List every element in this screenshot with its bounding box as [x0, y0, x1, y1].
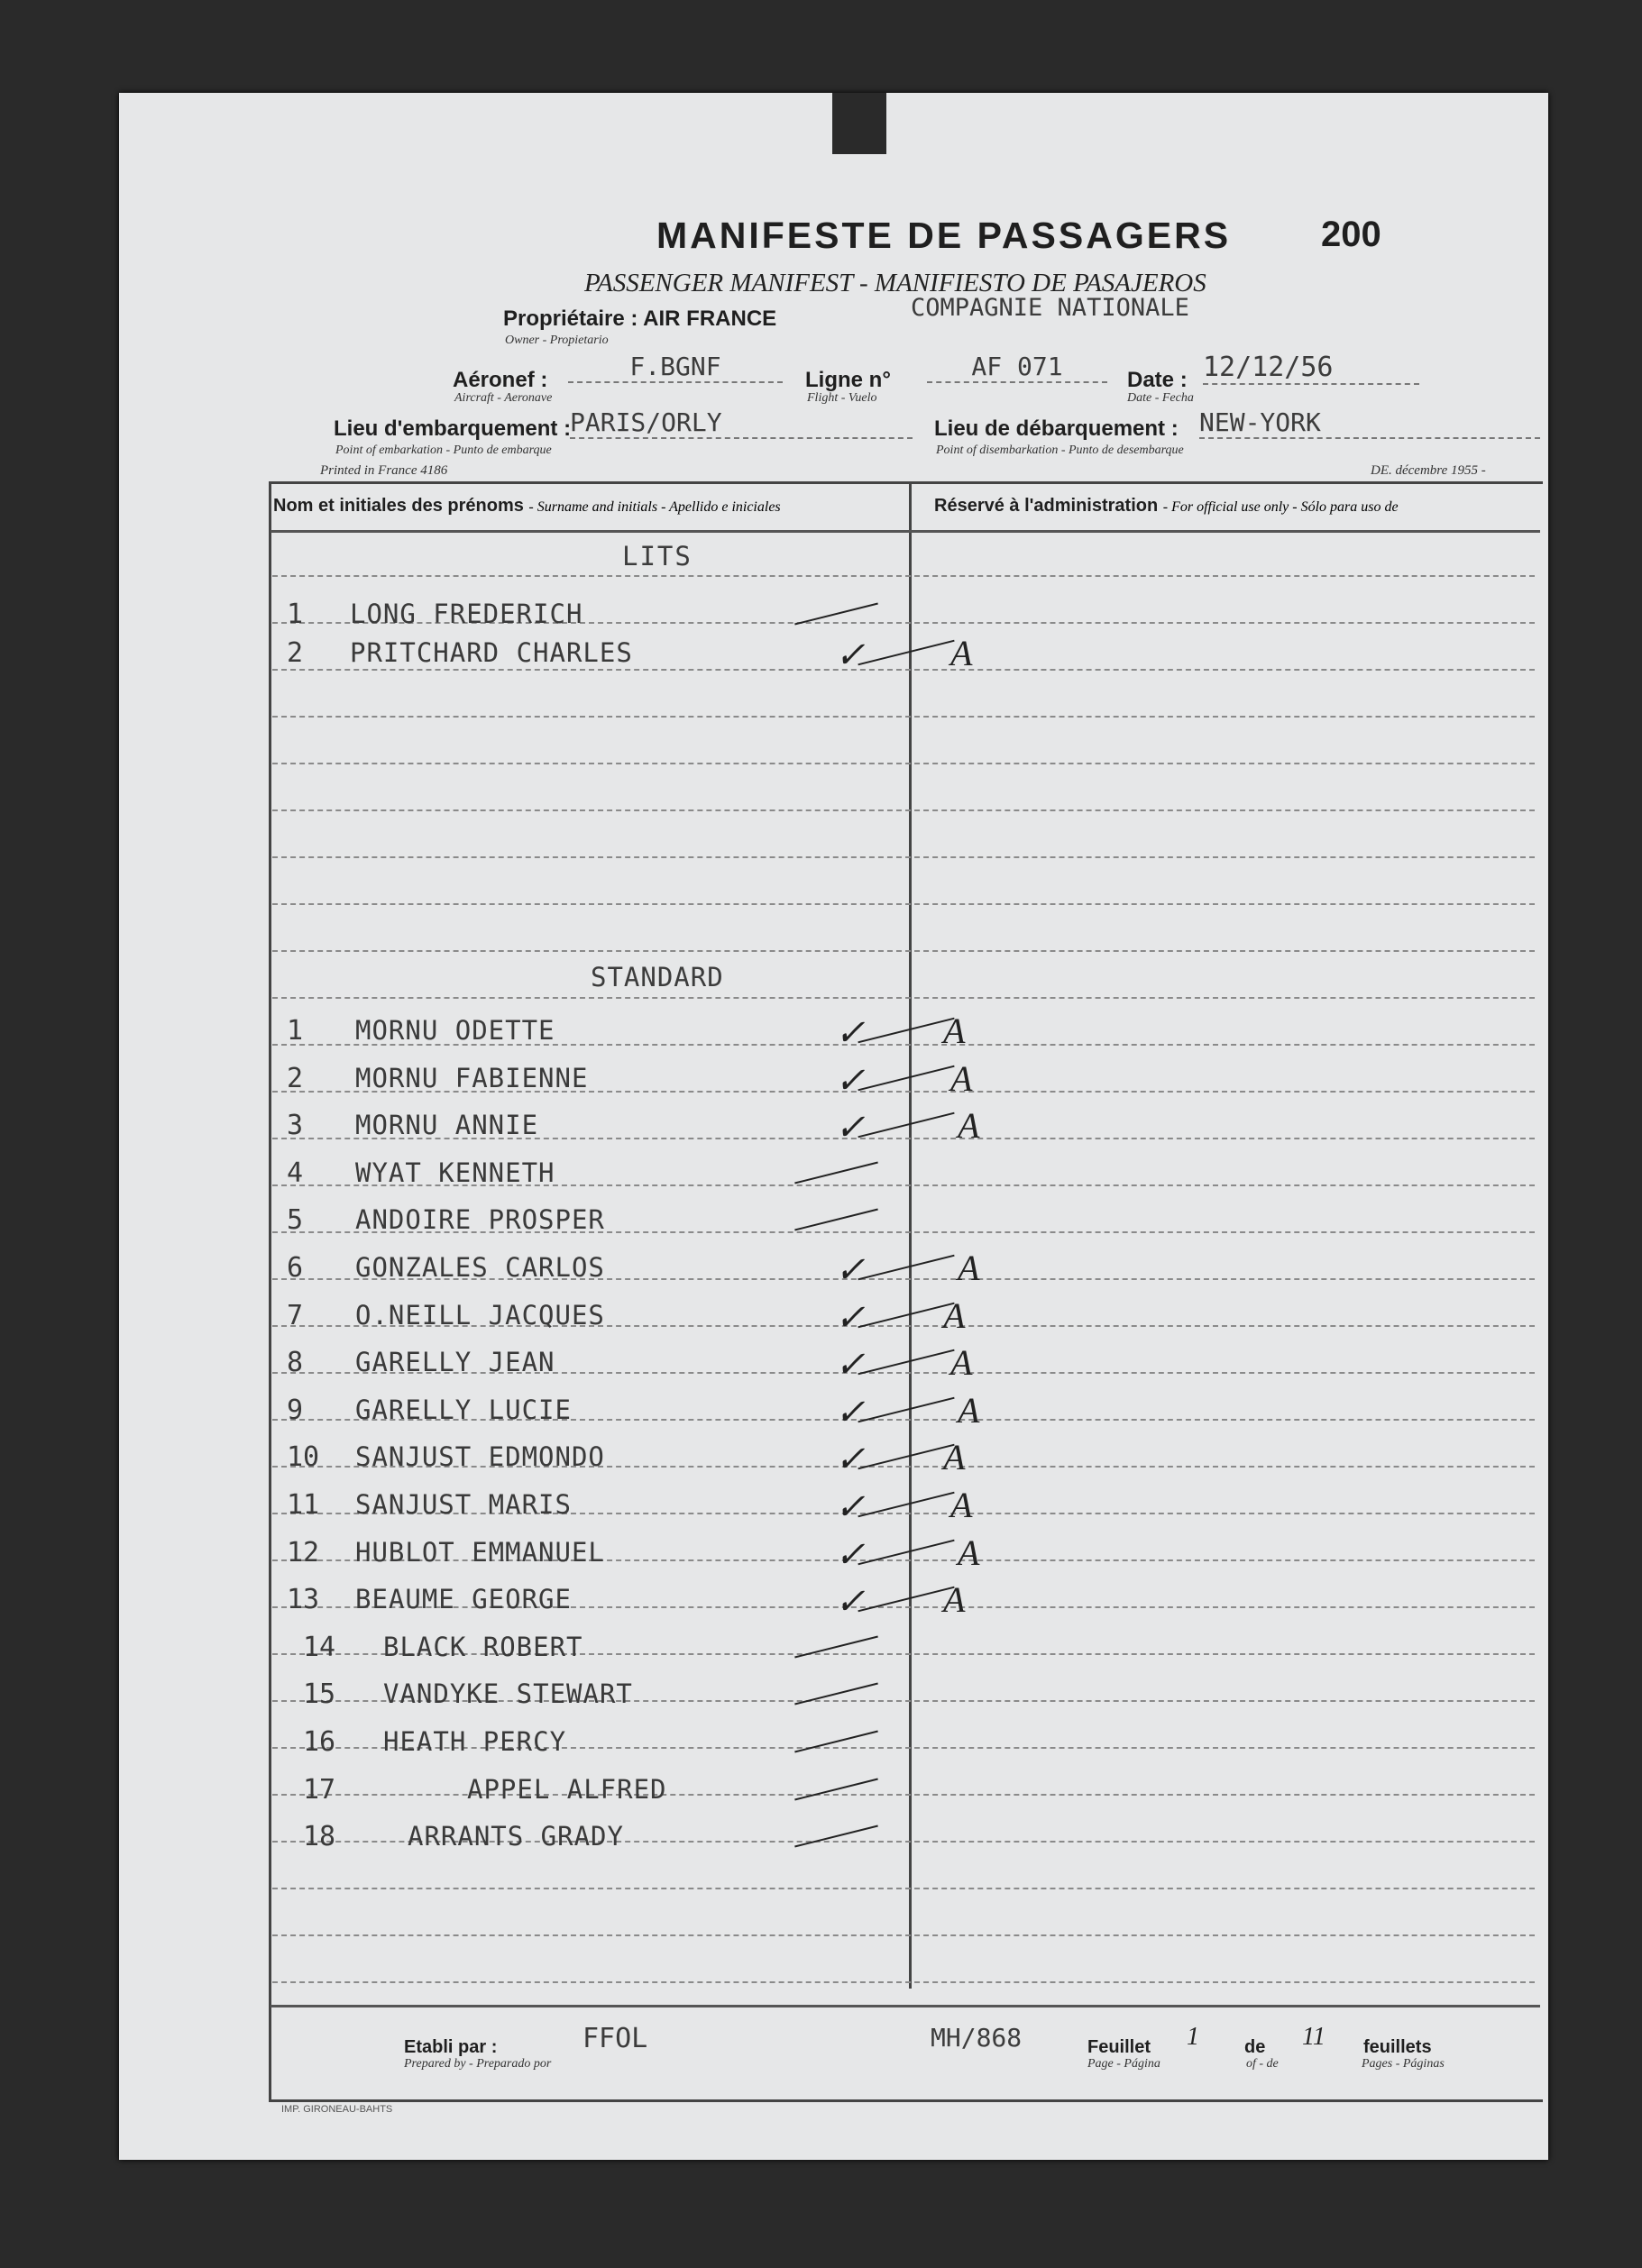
passenger-number: 8 [287, 1347, 304, 1379]
admin-mark: A [950, 1485, 973, 1525]
reference-number: MH/868 [931, 2023, 1023, 2053]
ruled-line [272, 997, 1535, 999]
header-rule [271, 530, 1540, 533]
aircraft-value: F.BGNF [568, 352, 783, 383]
admin-mark: A [943, 1011, 966, 1051]
check-mark-icon: ✓ [835, 1391, 866, 1432]
passenger-number: 18 [303, 1821, 336, 1853]
passenger-name: ARRANTS GRADY [408, 1821, 624, 1852]
admin-mark: A [943, 1579, 966, 1621]
disembark-value: NEW-YORK [1199, 407, 1540, 439]
passenger-number: 6 [287, 1252, 304, 1284]
section-heading-standard: STANDARD [591, 962, 724, 992]
aircraft-label: Aéronef : [453, 368, 548, 392]
passenger-number: 1 [287, 599, 304, 630]
printer-credit: IMP. GIRONEAU-BAHTS [281, 2104, 393, 2115]
flight-sub: Flight - Vuelo [807, 391, 877, 405]
passenger-number: 11 [287, 1489, 320, 1521]
col2-header-label: Réservé à l'administration [934, 496, 1159, 516]
check-mark-icon: ✓ [835, 1344, 866, 1385]
embark-value: PARIS/ORLY [570, 407, 913, 439]
section-heading-lits: LITS [622, 541, 693, 572]
check-mark-icon: ✓ [835, 1439, 866, 1480]
owner-sub: Owner - Propietario [505, 334, 609, 347]
passenger-name: SANJUST EDMONDO [355, 1441, 605, 1473]
of-sub: of - de [1246, 2057, 1279, 2071]
flight-value: AF 071 [927, 352, 1107, 383]
ruled-line [272, 1981, 1535, 1983]
admin-mark: A [950, 633, 973, 673]
passenger-number: 14 [303, 1631, 336, 1663]
ruled-line [272, 716, 1535, 718]
ruled-line [272, 950, 1535, 952]
check-mark-icon: ✓ [835, 635, 866, 675]
passenger-name: BEAUME GEORGE [355, 1584, 572, 1615]
passenger-number: 12 [287, 1536, 320, 1568]
check-mark-icon: ✓ [835, 1107, 866, 1148]
passenger-name: BLACK ROBERT [383, 1631, 583, 1662]
subtitle: PASSENGER MANIFEST - MANIFIESTO DE PASAJEROS [584, 269, 1206, 297]
passenger-name: MORNU ODETTE [355, 1015, 555, 1046]
passenger-number: 13 [287, 1584, 320, 1616]
form-reference: DE. décembre 1955 - [1371, 463, 1486, 478]
printed-note: Printed in France 4186 [320, 463, 448, 478]
of-value: 11 [1302, 2023, 1326, 2051]
col1-header-sub: - Surname and initials - Apellido e iniciales [528, 499, 781, 515]
sheet-sub: Page - Página [1087, 2057, 1160, 2071]
passenger-name: HUBLOT EMMANUEL [355, 1536, 605, 1568]
admin-mark: A [950, 1057, 973, 1099]
owner-label: Propriétaire : AIR FRANCE [503, 306, 777, 331]
passenger-number: 16 [303, 1726, 336, 1758]
prepared-value: FFOL [582, 2023, 648, 2054]
passenger-number: 2 [287, 1062, 304, 1094]
passenger-name: HEATH PERCY [383, 1726, 567, 1757]
passenger-name: MORNU FABIENNE [355, 1062, 589, 1093]
ruled-line [272, 1888, 1535, 1889]
date-value: 12/12/56 [1203, 352, 1419, 385]
of-label: de [1244, 2037, 1266, 2057]
page-number: 200 [1321, 215, 1381, 254]
admin-mark: A [958, 1105, 980, 1147]
prepared-label: Etabli par : [404, 2037, 498, 2057]
sheet-label: Feuillet [1087, 2037, 1151, 2057]
manifest-table [269, 481, 1543, 2102]
check-mark-icon: ✓ [835, 1533, 866, 1575]
column-header-admin [934, 496, 1538, 517]
passenger-name: APPEL ALFRED [467, 1773, 667, 1805]
sheet-value: 1 [1187, 2023, 1199, 2051]
passenger-name: GONZALES CARLOS [355, 1252, 605, 1283]
passenger-number: 1 [287, 1015, 304, 1047]
prepared-sub: Prepared by - Preparado por [404, 2057, 552, 2071]
passenger-name: VANDYKE STEWART [383, 1678, 633, 1710]
binder-tab [832, 93, 886, 154]
embark-sub: Point of embarkation - Punto de embarque [335, 444, 552, 457]
admin-mark: A [950, 1342, 973, 1384]
sheets-sub: Pages - Páginas [1362, 2057, 1445, 2071]
ruled-line [272, 575, 1535, 577]
ruled-line [272, 1934, 1535, 1936]
col1-header-label: Nom et initiales des prénoms [273, 496, 524, 516]
admin-mark: A [943, 1294, 966, 1336]
passenger-name: MORNU ANNIE [355, 1110, 539, 1141]
passenger-name: PRITCHARD CHARLES [350, 637, 633, 668]
ruled-line [272, 669, 1535, 671]
passenger-name: GARELLY LUCIE [355, 1394, 572, 1425]
ruled-line [272, 763, 1535, 764]
owner-stamp: COMPAGNIE NATIONALE [911, 294, 1189, 322]
check-mark-icon: ✓ [835, 1249, 866, 1290]
passenger-name: LONG FREDERICH [350, 599, 583, 629]
passenger-number: 5 [287, 1204, 304, 1237]
disembark-sub: Point of disembarkation - Punto de desembarque [936, 444, 1184, 457]
admin-mark: A [943, 1437, 966, 1478]
ruled-line [272, 903, 1535, 905]
date-sub: Date - Fecha [1127, 391, 1194, 405]
passenger-number: 4 [287, 1157, 304, 1189]
check-mark-icon: ✓ [835, 1296, 866, 1338]
passenger-name: ANDOIRE PROSPER [355, 1204, 605, 1236]
passenger-number: 15 [303, 1678, 336, 1711]
ruled-line [272, 809, 1535, 811]
column-header-names [273, 496, 781, 517]
check-mark-icon: ✓ [835, 1486, 866, 1527]
passenger-number: 2 [287, 637, 304, 669]
flight-label: Ligne n° [805, 368, 891, 392]
sheets-label: feuillets [1363, 2037, 1432, 2057]
date-label: Date : [1127, 368, 1188, 392]
passenger-name: GARELLY JEAN [355, 1347, 555, 1378]
check-mark-icon: ✓ [835, 1059, 866, 1101]
embark-label: Lieu d'embarquement : [334, 416, 572, 441]
ruled-line [272, 856, 1535, 858]
passenger-number: 10 [287, 1441, 320, 1474]
admin-mark: A [958, 1248, 980, 1288]
disembark-label: Lieu de débarquement : [934, 416, 1179, 441]
admin-mark: A [958, 1532, 980, 1573]
passenger-name: O.NEILL JACQUES [355, 1299, 605, 1331]
check-mark-icon: ✓ [835, 1581, 866, 1623]
passenger-number: 9 [287, 1394, 304, 1426]
passenger-name: SANJUST MARIS [355, 1489, 572, 1520]
check-mark-icon: ✓ [835, 1012, 866, 1053]
column-divider [909, 481, 912, 1989]
passenger-number: 3 [287, 1110, 304, 1142]
page-title: MANIFESTE DE PASSAGERS [656, 215, 1232, 256]
aircraft-sub: Aircraft - Aeronave [454, 391, 553, 405]
passenger-number: 7 [287, 1299, 304, 1331]
col2-header-sub: - For official use only - Sólo para uso de [1162, 499, 1399, 515]
ruled-line [272, 1794, 1535, 1796]
passenger-name: WYAT KENNETH [355, 1157, 555, 1188]
footer-rule [271, 2005, 1540, 2007]
passenger-number: 17 [303, 1773, 336, 1806]
admin-mark: A [958, 1389, 980, 1431]
